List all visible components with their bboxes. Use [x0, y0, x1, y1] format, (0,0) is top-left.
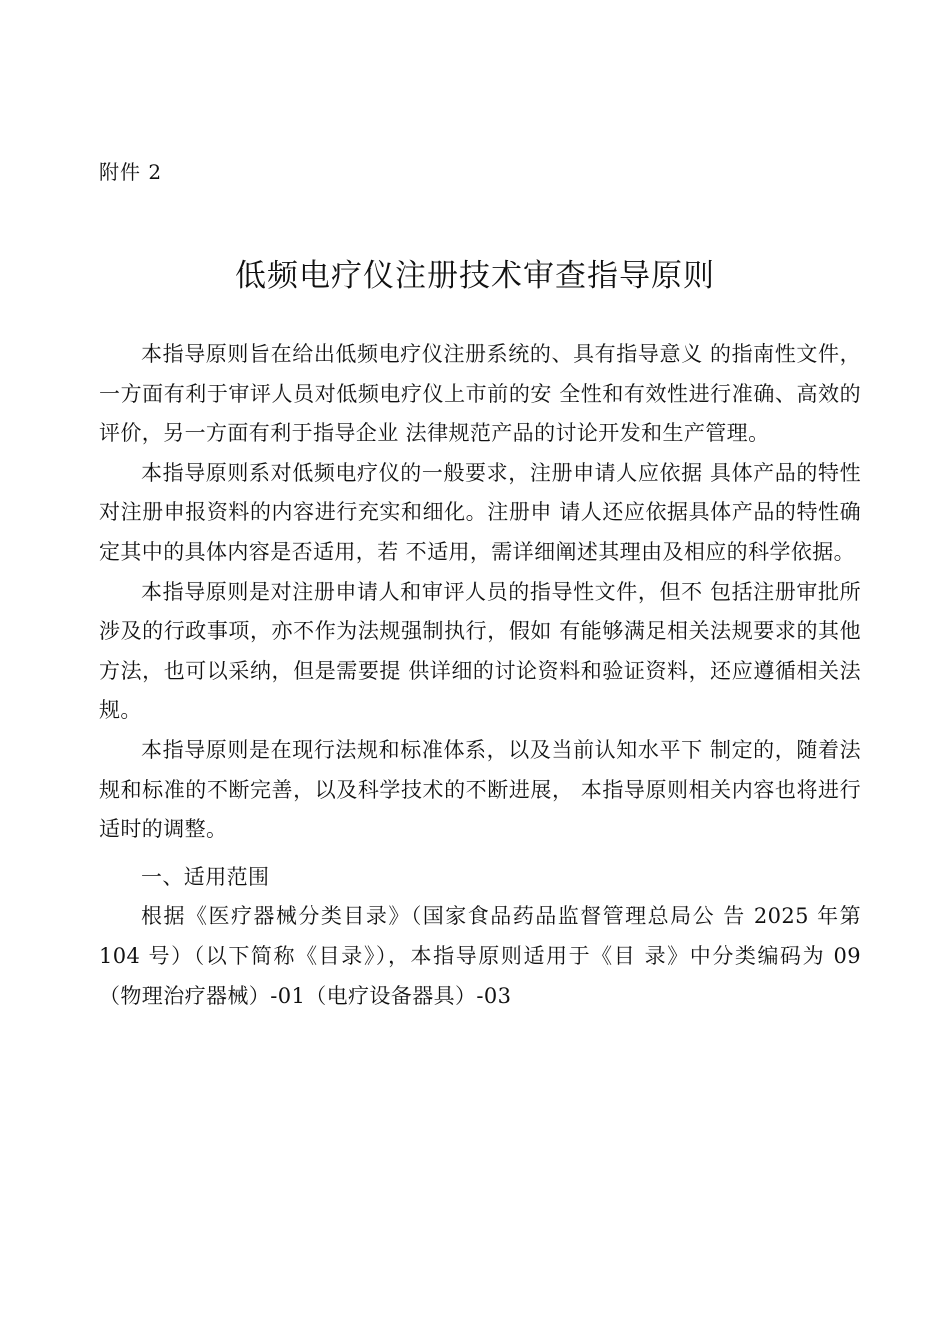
paragraph-general-requirements: 本指导原则系对低频电疗仪的一般要求，注册申请人应依据 具体产品的特性对注册申报资料的内容进行充实和细化。注册申 请人还应依据具体产品的特性确定其中的具体内容是否适用，若 不适用，需详细阐述其理由及相应的科学依据。 — [99, 460, 861, 564]
paragraph-scope: 根据《医疗器械分类目录》（国家食品药品监督管理总局公 告 2025 年第 104 号）（以下简称《目录》），本指导原则适用于《目 录》中分类编码为 09 （物理治疗器械）-01（电疗设备器具）-03 — [99, 904, 861, 1008]
paragraph-purpose: 本指导原则旨在给出低频电疗仪注册系统的、具有指导意义 的指南性文件，一方面有利于审评人员对低频电疗仪上市前的安 全性和有效性进行准确、高效的评价，另一方面有利于指导企业 法律规范产品的讨论开发和生产管理。 — [99, 342, 861, 446]
section-heading-scope: 一、适用范围 — [141, 864, 270, 889]
document-title: 低频电疗仪注册技术审查指导原则 — [235, 257, 715, 294]
paragraph-update-note: 本指导原则是在现行法规和标准体系，以及当前认知水平下 制定的，随着法规和标准的不断完善，以及科学技术的不断进展， 本指导原则相关内容也将进行适时的调整。 — [99, 737, 861, 842]
document-body — [99, 335, 861, 1016]
attachment-label: 附件 2 — [99, 160, 163, 184]
paragraph-guidance-nature: 本指导原则是对注册申请人和审评人员的指导性文件，但不 包括注册审批所涉及的行政事项，亦不作为法规强制执行，假如 有能够满足相关法规要求的其他方法，也可以采纳，但是需要提 供详细的讨论资料和验证资料，还应遵循相关法规。 — [99, 579, 861, 723]
